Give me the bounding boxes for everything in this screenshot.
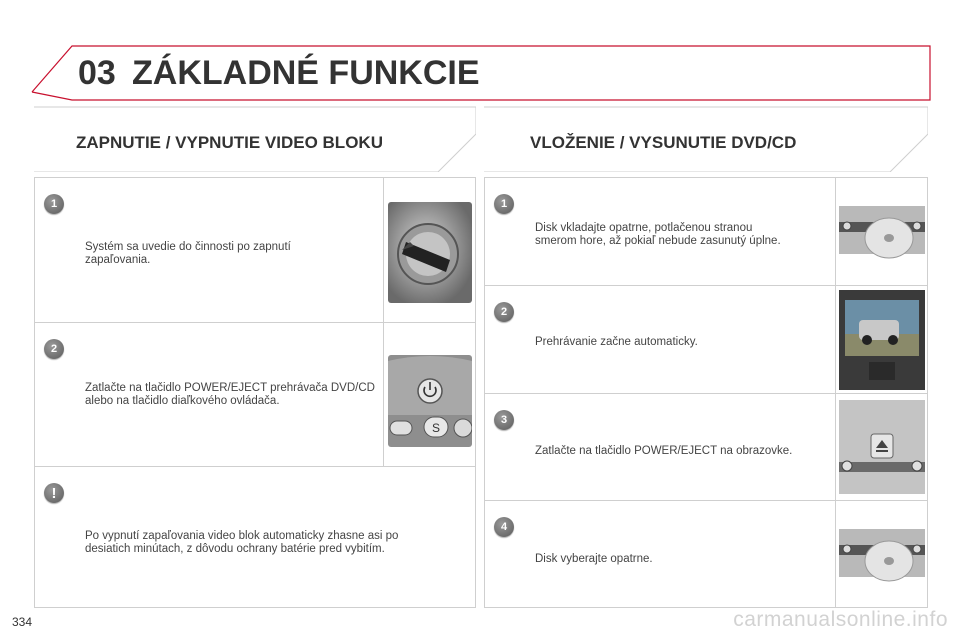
right-steps-panel [484,177,928,608]
right-step-3-image-cell [835,394,927,500]
step-number-badge: 1 [44,194,64,214]
left-step-warning [35,467,475,608]
disc-insert-icon [839,198,925,266]
right-step-1 [485,178,927,286]
right-section-title: VLOŽENIE / VYSUNUTIE DVD/CD [530,133,797,152]
left-step-2-image-cell [383,323,475,466]
step-number-badge: 2 [44,339,64,359]
remote-button-s-label: S [431,421,441,435]
left-step-1 [35,178,475,323]
disc-eject-icon [839,521,925,589]
step-number-badge: 3 [494,410,514,430]
right-step-2-text: Prehrávanie začne automaticky. [535,336,698,348]
right-step-3-text: Zatlačte na tlačidlo POWER/EJECT na obrazovke. [535,445,793,457]
right-step-4-text: Disk vyberajte opatrne. [535,553,653,565]
left-step-2 [35,323,475,467]
screen-eject-button-icon [839,400,925,494]
step-number-badge: 1 [494,194,514,214]
left-section-title: ZAPNUTIE / VYPNUTIE VIDEO BLOKU [76,133,383,152]
left-step-1-text: Systém sa uvedie do činnosti po zapnutí zapaľovania. [85,241,291,266]
warning-badge: ! [44,483,64,503]
step-number-badge: 2 [494,302,514,322]
right-section-header [484,106,928,172]
left-step-2-text: Zatlačte na tlačidlo POWER/EJECT prehrávača DVD/CD alebo na tlačidlo diaľkového ovládača. [85,382,375,407]
step-number-badge: 4 [494,517,514,537]
page-number: 334 [12,615,33,629]
right-step-4-image-cell [835,501,927,608]
chapter-title: ZÁKLADNÉ FUNKCIE [132,54,480,92]
left-step-warning-text: Po vypnutí zapaľovania video blok automaticky zhasne asi po desiatich minútach, z dôvodu ochrany batérie pred vybitím. [85,530,399,555]
right-step-2-image-cell [835,286,927,393]
watermark: carmanualsonline.info [733,608,948,631]
right-step-4 [485,501,927,608]
right-step-1-text: Disk vkladajte opatrne, potlačenou stranou smerom hore, až pokiaľ nebude zasunutý úplne. [535,222,781,247]
left-step-1-image-cell [383,178,475,322]
left-section-header [34,106,476,172]
right-step-1-image-cell [835,178,927,285]
left-steps-panel [34,177,476,608]
power-eject-button-icon [388,355,472,447]
ignition-key-icon [388,202,472,303]
chapter-number: 03 [78,54,116,92]
right-step-3 [485,394,927,501]
right-step-2 [485,286,927,394]
video-screen-icon [839,290,925,390]
